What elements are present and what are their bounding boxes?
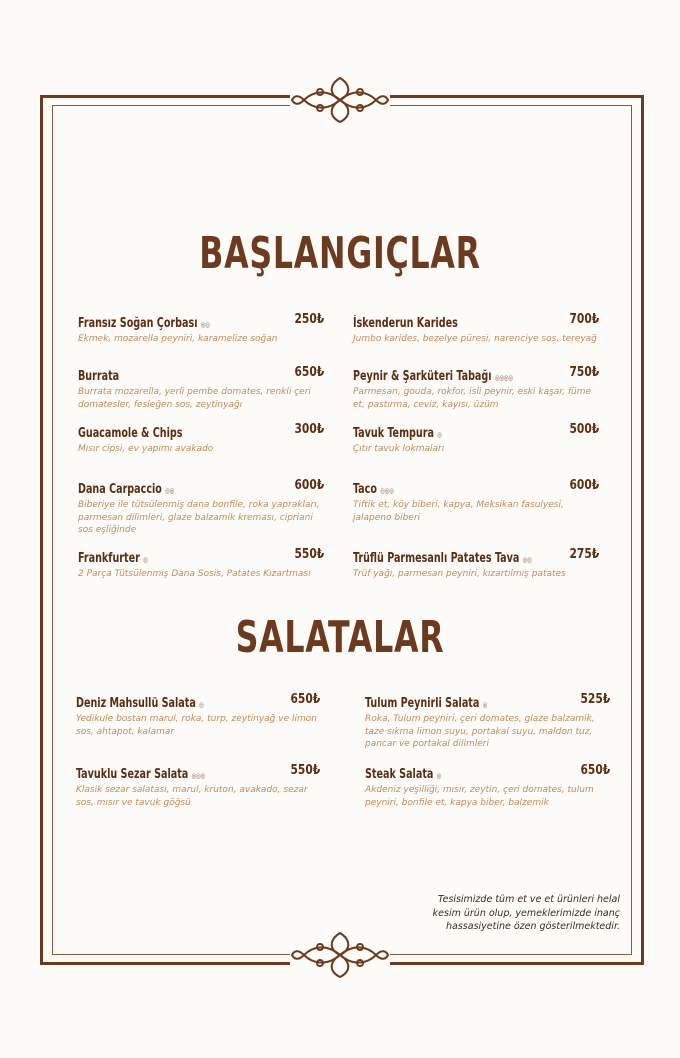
item-price: 600₺ (294, 478, 324, 493)
item-name: Fransız Soğan Çorbası ◎◎ (78, 316, 210, 331)
allergen-icons: ◎◎ (165, 487, 175, 495)
menu-item (78, 478, 324, 537)
item-price: 750₺ (569, 365, 599, 380)
item-price: 650₺ (294, 365, 324, 380)
item-name: Burrata (78, 369, 120, 384)
allergen-icons: ◎ (482, 701, 488, 709)
allergen-icons: ◎ (199, 701, 204, 709)
bottom-ornament-icon (290, 925, 390, 985)
item-description: 2 Parça Tütsülenmiş Dana Sosis, Patates Kızartması (78, 569, 311, 579)
item-description: Jumbo karides, bezelye püresi, narenciye sos, tereyağ (353, 334, 597, 344)
item-price: 550₺ (294, 547, 324, 562)
item-name: Frankfurter ◎ (78, 551, 148, 566)
item-description: Trüf yağı, parmesan peyniri, kızartılmış patates (353, 569, 566, 579)
top-ornament-icon (290, 70, 390, 130)
item-description: Parmesan, gouda, rokfor, isli peynir, eski kaşar, füme et, pastırma, ceviz, kayısı, üzüm (353, 387, 592, 410)
item-price: 550₺ (290, 763, 320, 778)
item-name: Tavuklu Sezar Salata ◎◎◎ (76, 767, 206, 782)
item-price: 275₺ (569, 547, 599, 562)
starters-title: BAŞLANGIÇLAR (199, 228, 481, 279)
item-price: 250₺ (294, 312, 324, 327)
item-name: Guacamole & Chips (78, 426, 183, 441)
menu-item (76, 692, 320, 738)
menu-item (78, 422, 324, 456)
item-price: 700₺ (569, 312, 599, 327)
salads-title: SALATALAR (235, 612, 445, 663)
item-price: 650₺ (580, 763, 610, 778)
menu-item (353, 547, 599, 581)
menu-item (78, 312, 324, 346)
item-description: Ekmek, mozarella peyniri, karamelize soğan (78, 334, 278, 344)
menu-item (365, 692, 610, 751)
item-description: Burrata mozarella, yerli pembe domates, renkli çeri domatesler, fesleğen sos, zeytinyağı (78, 387, 311, 410)
item-name: Taco ◎◎◎ (353, 482, 394, 497)
item-name: Tulum Peynirli Salata ◎ (365, 696, 488, 711)
allergen-icons: ◎ (436, 772, 442, 780)
menu-item (353, 478, 599, 524)
item-description: Yedikule bostan marul, roka, turp, zeytinyağ ve limon sos, ahtapot, kalamar (76, 714, 317, 737)
allergen-icons: ◎◎ (522, 556, 532, 564)
item-price: 600₺ (569, 478, 599, 493)
allergen-icons: ◎ (437, 431, 442, 439)
menu-item (78, 365, 324, 411)
item-price: 525₺ (580, 692, 610, 707)
item-description: Mısır cipsi, ev yapımı avakado (78, 444, 214, 454)
item-description: Çıtır tavuk lokmaları (353, 444, 445, 454)
halal-note: Tesisimizde tüm et ve et ürünleri helal kesim ürün olup, yemeklerimizde inanç hassasiyetine özen gösterilmektedir. (432, 894, 620, 932)
item-description: Biberiye ile tütsülenmiş dana bonfile, roka yaprakları, parmesan dilimleri, glaze balzamik kreması, cipriani sos eşliğinde (78, 500, 320, 535)
item-price: 500₺ (569, 422, 599, 437)
item-price: 300₺ (294, 422, 324, 437)
menu-item (76, 763, 320, 809)
menu-item (365, 763, 610, 809)
item-name: İskenderun Karides (353, 316, 458, 331)
allergen-icons: ◎◎◎ (191, 772, 206, 780)
item-price: 650₺ (290, 692, 320, 707)
item-name: Dana Carpaccio ◎◎ (78, 482, 175, 497)
menu-item (353, 422, 599, 456)
item-name: Steak Salata ◎ (365, 767, 442, 782)
allergen-icons: ◎◎◎◎ (494, 374, 513, 382)
allergen-icons: ◎◎ (200, 321, 210, 329)
allergen-icons: ◎◎◎ (380, 487, 394, 495)
item-description: Tiftik et, köy biberi, kapya, Meksikan fasulyesi, jalapeno biberi (353, 500, 564, 523)
item-description: Roka, Tulum peyniri, çeri domates, glaze balzamik, taze sıkma limon suyu, portakal suyu, maldon tuz, pancar ve portakal dilimleri (365, 714, 595, 749)
menu-item (78, 547, 324, 581)
menu-item (353, 312, 599, 346)
item-description: Klasik sezar salatası, marul, kruton, avakado, sezar sos, mısır ve tavuk göğsü (76, 785, 308, 808)
allergen-icons: ◎ (143, 556, 148, 564)
item-name: Peynir & Şarküteri Tabağı ◎◎◎◎ (353, 369, 513, 384)
item-name: Tavuk Tempura ◎ (353, 426, 442, 441)
item-name: Deniz Mahsullü Salata ◎ (76, 696, 204, 711)
item-name: Trüflü Parmesanlı Patates Tava ◎◎ (353, 551, 532, 566)
menu-item (353, 365, 599, 411)
item-description: Akdeniz yeşilliği, mısır, zeytin, çeri domates, tulum peyniri, bonfile et, kapya biber, balzemik (365, 785, 594, 808)
